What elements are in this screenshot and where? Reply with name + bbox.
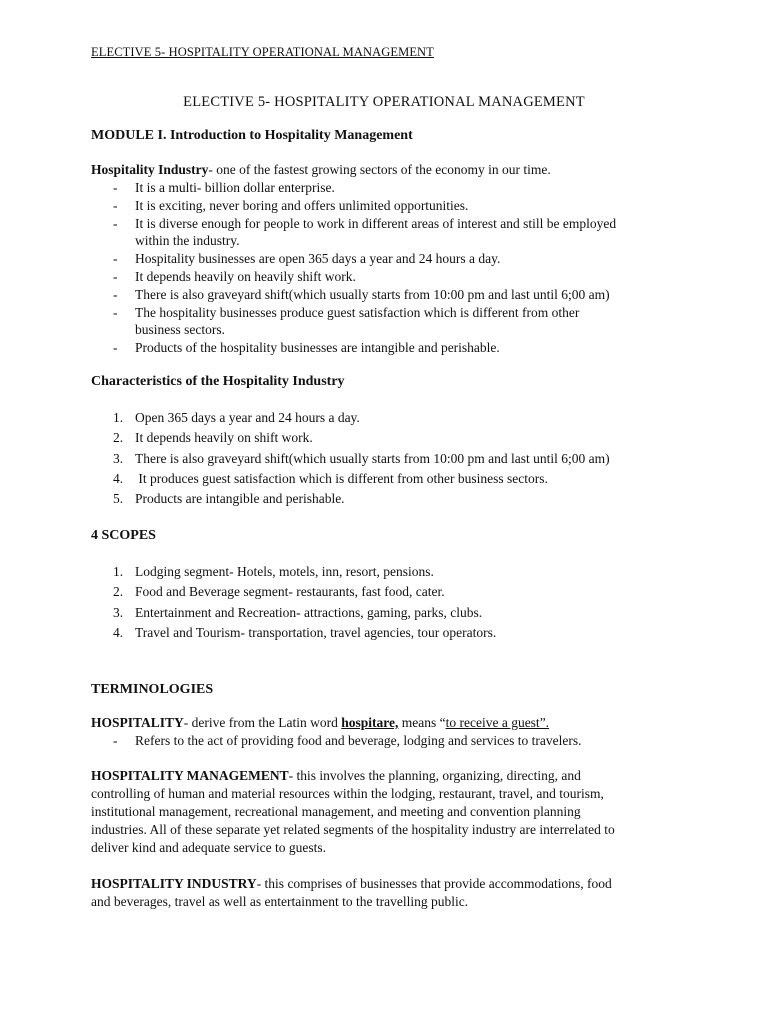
industry-intro xyxy=(91,161,551,179)
list-item: - The hospitality businesses produce guest satisfaction which is different from other business sectors. xyxy=(113,304,580,338)
hospitality-industry-definition: HOSPITALITY INDUSTRY- this comprises of businesses that provide accommodations, food and beverages, travel as well as entertainment to the travelling public. xyxy=(91,876,612,909)
list-item: 3. There is also graveyard shift(which usually starts from 10:00 pm and last until 6;00 am) xyxy=(113,450,610,466)
latin-word: hospitare, xyxy=(341,715,399,730)
list-item: 2. Food and Beverage segment- restaurants, fast food, cater. xyxy=(113,584,445,600)
scopes-heading: 4 SCOPES xyxy=(91,528,156,543)
list-item: - It is diverse enough for people to work in different areas of interest and still be employed within the industry. xyxy=(113,215,617,249)
list-item: - Hospitality businesses are open 365 days a year and 24 hours a day. xyxy=(113,251,501,267)
list-item: 3. Entertainment and Recreation- attractions, gaming, parks, clubs. xyxy=(113,604,483,620)
terminologies-heading: TERMINOLOGIES xyxy=(91,682,214,697)
hospitality-definition: HOSPITALITY- derive from the Latin word hospitare, means “to receive a guest”. xyxy=(91,715,550,730)
meaning-text: to receive a guest”. xyxy=(445,715,550,730)
list-item: 1. Open 365 days a year and 24 hours a day. xyxy=(113,410,360,425)
hospitality-bullets xyxy=(91,732,691,750)
industry-intro-text: - one of the fastest growing sectors of the economy in our time. xyxy=(208,162,551,177)
list-item: - Products of the hospitality businesses are intangible and perishable. xyxy=(113,340,500,356)
management-term: HOSPITALITY MANAGEMENT xyxy=(91,768,289,783)
list-item: - It is a multi- billion dollar enterprise. xyxy=(113,180,335,195)
list-item: - It depends heavily on heavily shift work. xyxy=(113,268,356,284)
list-item: - There is also graveyard shift(which usually starts from 10:00 pm and last until 6;00 am) xyxy=(113,286,610,302)
hospitality-term: HOSPITALITY xyxy=(91,715,184,730)
list-item: - It is exciting, never boring and offers unlimited opportunities. xyxy=(113,197,469,213)
list-item: 2. It depends heavily on shift work. xyxy=(113,430,313,446)
list-item: 4. It produces guest satisfaction which is different from other business sectors. xyxy=(113,470,548,486)
list-item: 4. Travel and Tourism- transportation, travel agencies, tour operators. xyxy=(113,624,497,640)
list-item: 1. Lodging segment- Hotels, motels, inn, resort, pensions. xyxy=(113,564,434,579)
industry-intro-term: Hospitality Industry xyxy=(91,162,209,177)
industry-term: HOSPITALITY INDUSTRY xyxy=(91,876,257,891)
industry-bullets xyxy=(91,179,691,357)
characteristics-heading: Characteristics of the Hospitality Industry xyxy=(91,374,345,389)
characteristics-list xyxy=(91,408,731,509)
page-header: ELECTIVE 5- HOSPITALITY OPERATIONAL MANAGEMENT xyxy=(91,45,434,59)
module-heading: MODULE I. Introduction to Hospitality Management xyxy=(91,128,413,143)
list-item: - Refers to the act of providing food and beverage, lodging and services to travelers. xyxy=(113,733,582,748)
list-item: 5. Products are intangible and perishable. xyxy=(113,491,345,507)
hospitality-management-definition: HOSPITALITY MANAGEMENT- this involves the planning, organizing, directing, and controlling of human and material resources within the lodging, restaurant, travel, and tourism, institutional management, recreational management, and meeting and convention planning industries. All of these separate yet related segments of the hospitality industry are interrelated to deliver kind and adequate service to guests. xyxy=(91,768,615,855)
scopes-list xyxy=(91,562,731,643)
document-title: ELECTIVE 5- HOSPITALITY OPERATIONAL MANAGEMENT xyxy=(183,94,585,110)
